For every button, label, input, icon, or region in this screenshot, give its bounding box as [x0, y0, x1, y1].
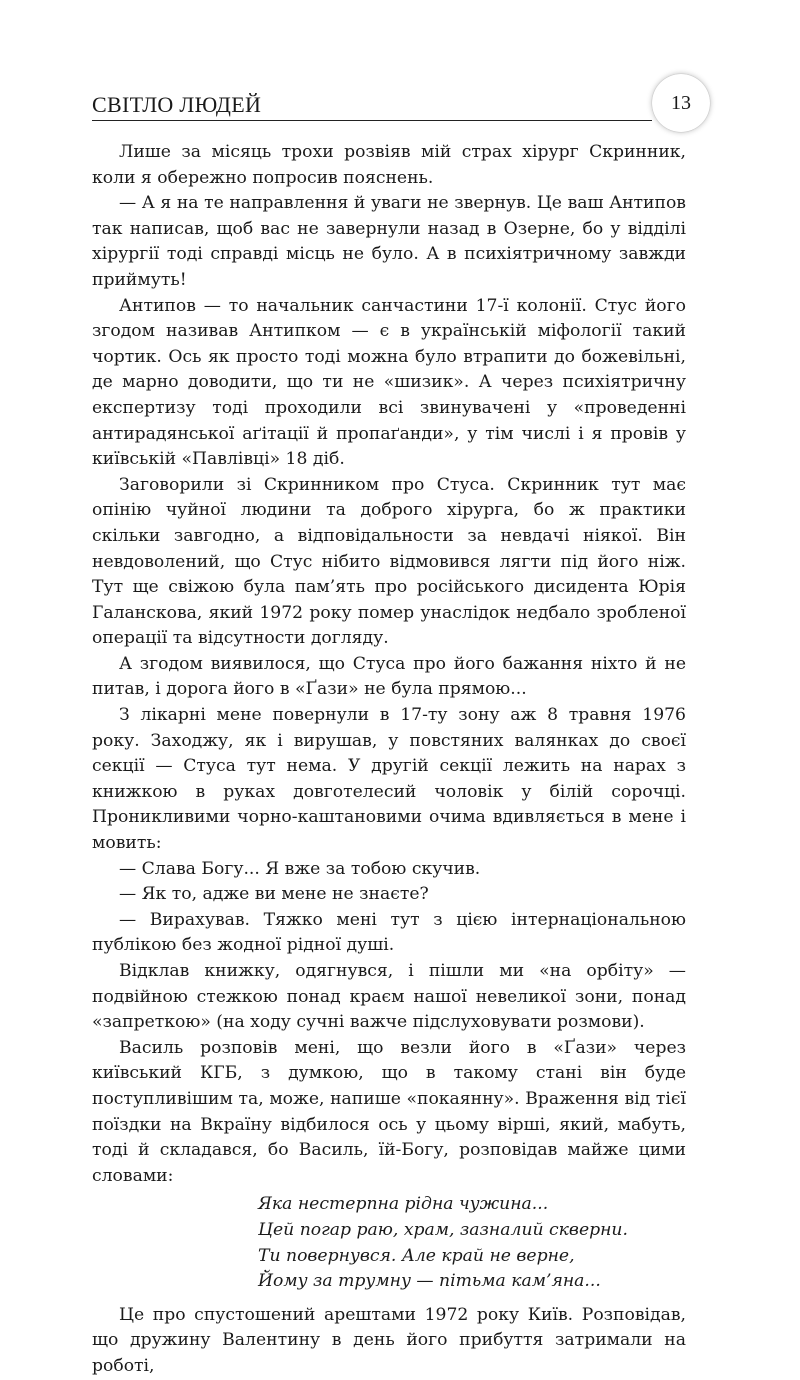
poem-line: Яка нестерпна рідна чужина... — [258, 1194, 549, 1215]
paragraph: Відклав книжку, одягнувся, і пішли ми «на орбіту» — подвійною стежкою понад краєм нашої невеликої зони, понад «запреткою» (на ходу сучні важче підслуховувати розмови). — [92, 961, 686, 1033]
paragraph: Василь розповів мені, що везли його в «Ґази» через київський КГБ, з думкою, що в такому стані він буде поступливішим та, може, напише «покаянну». Враження від тієї поїздки на Вкраїну відбилося ось у цьому вірші, який, мабуть, тоді й складався, бо Василь, їй-Богу, розповідав майже цими словами: — [92, 1037, 686, 1186]
paragraph: З лікарні мене повернули в 17-ту зону аж 8 травня 1976 року. Заходжу, як і вирушав, у повстяних валянках до своєї секції — Стуса тут нема. У другій секції лежить на нарах з книжкою в руках довготелесий чоловік у білій сорочці. Проникливими чорно-каштановими очима вдивляється в мене і мовить: — [92, 705, 686, 854]
paragraph: — А я на те направлення й уваги не звернув. Це ваш Антипов так написав, щоб вас не завернули назад в Озерне, бо у відділі хірургії тоді справді місць не було. А в психіятричному завжди приймуть! — [92, 193, 686, 290]
running-header — [92, 88, 652, 121]
paragraph: Лише за місяць трохи розвіяв мій страх хірург Скринник, коли я обережно попросив пояснень. — [92, 142, 686, 188]
page-number-badge — [652, 74, 710, 132]
poem-line: Цей погар раю, храм, зазналий скверни. — [258, 1219, 628, 1240]
page-number: 13 — [671, 91, 691, 114]
body-text — [92, 140, 686, 1380]
dialogue-line: — Слава Богу... Я вже за тобою скучив. — [119, 858, 481, 879]
paragraph: Антипов — то начальник санчастини 17-ї колонії. Стус його згодом називав Антипком — є в українській міфології такий чортик. Ось як просто тоді можна було втрапити до божевільні, де марно доводити, що ти не «шизик». А через психіятричну експертизу тоді проходили всі звинувачені у «проведенні антирадянської аґітації й пропаґанди», у тім числі і я провів у київській «Павлівці» 18 діб. — [92, 295, 686, 470]
dialogue-line: — Вирахував. Тяжко мені тут з цією інтернаціональною публікою без жодної рідної душі. — [92, 909, 686, 956]
poem — [258, 1192, 686, 1294]
paragraph: А згодом виявилося, що Стуса про його бажання ніхто й не питав, і дорога його в «Ґази» не була прямою... — [92, 653, 686, 700]
paragraph: Це про спустошений арештами 1972 року Київ. Розповідав, що дружину Валентину в день його прибуття затримали на роботі, — [92, 1304, 686, 1376]
poem-line: Йому за трумну — пітьма кам’яна... — [258, 1271, 601, 1292]
poem-line: Ти повернувся. Але край не верне, — [258, 1245, 575, 1266]
paragraph: Заговорили зі Скринником про Стуса. Скринник тут має опінію чуйної людини та доброго хірурга, бо ж практики скільки завгодно, а відповідальности за невдачі ніякої. Він невдоволений, що Стус нібито відмовився лягти під його ніж. Тут ще свіжою була пам’ять про російського дисидента Юрія Галанскова, який 1972 року помер унаслідок недбало зробленої операції та відсутности догляду. — [92, 474, 686, 649]
dialogue-line: — Як то, адже ви мене не знаєте? — [119, 884, 429, 905]
running-title: СВІТЛО ЛЮДЕЙ — [92, 92, 262, 117]
